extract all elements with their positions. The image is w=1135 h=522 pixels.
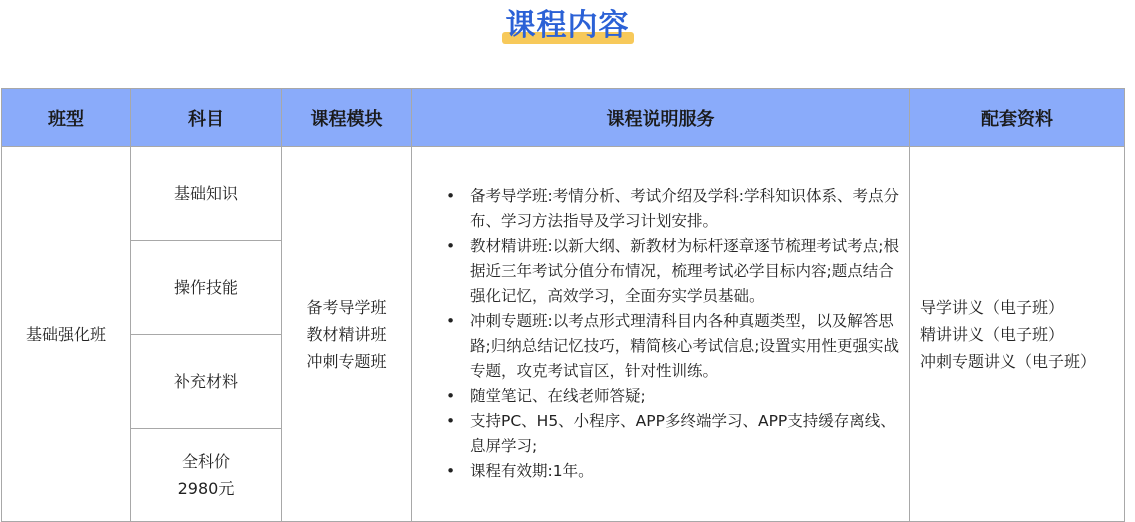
module-item: 教材精讲班 xyxy=(306,324,387,344)
course-table xyxy=(1,88,1125,522)
subject-cell-supplement: 补充材料 xyxy=(131,335,282,429)
description-item xyxy=(446,234,901,309)
description-text: 冲刺专题班:以考点形式理清科目内各种真题类型，以及解答思路;归纳总结记忆技巧，精简核心考试信息;设置实用性更强实战专题，攻克考试盲区，针对性训练。 xyxy=(470,312,899,380)
description-item xyxy=(446,459,901,484)
description-text: 支持PC、H5、小程序、APP多终端学习、APP支持缓存离线、息屏学习; xyxy=(470,412,896,455)
description-text: 教材精讲班:以新大纲、新教材为标杆逐章逐节梳理考试考点;根据近三年考试分值分布情况，梳理考试必学目标内容;题点结合强化记忆，高效学习，全面夯实学员基础。 xyxy=(470,237,899,305)
price-label: 全科价 xyxy=(181,452,230,471)
bullet-icon: • xyxy=(446,187,456,205)
material-item: 精讲讲义（电子班） xyxy=(920,324,1065,344)
bullet-icon: • xyxy=(446,412,456,430)
price-value: 2980元 xyxy=(177,479,235,498)
header-materials: 配套资料 xyxy=(910,89,1125,147)
description-text: 随堂笔记、在线老师答疑; xyxy=(470,387,646,405)
description-cell xyxy=(412,147,910,522)
description-item xyxy=(446,309,901,384)
description-item xyxy=(446,384,901,409)
module-item: 备考导学班 xyxy=(306,297,387,317)
description-text: 课程有效期:1年。 xyxy=(470,462,594,480)
material-item: 冲刺专题讲义（电子班） xyxy=(920,351,1097,371)
price-cell xyxy=(131,429,282,522)
page-title-area xyxy=(0,6,1135,46)
header-description: 课程说明服务 xyxy=(412,89,910,147)
page-title: 课程内容 xyxy=(505,8,630,43)
table-row xyxy=(2,147,1125,241)
header-subject: 科目 xyxy=(131,89,282,147)
bullet-icon: • xyxy=(446,387,456,405)
bullet-icon: • xyxy=(446,312,456,330)
material-item: 导学讲义（电子班） xyxy=(920,297,1065,317)
description-list xyxy=(446,184,901,484)
bullet-icon: • xyxy=(446,237,456,255)
header-module: 课程模块 xyxy=(282,89,412,147)
class-type-cell: 基础强化班 xyxy=(2,147,131,522)
header-class-type: 班型 xyxy=(2,89,131,147)
description-item xyxy=(446,184,901,234)
subject-cell-basic: 基础知识 xyxy=(131,147,282,241)
subject-cell-skills: 操作技能 xyxy=(131,241,282,335)
title-wrap xyxy=(506,6,630,46)
table-header-row xyxy=(2,89,1125,147)
description-text: 备考导学班:考情分析、考试介绍及学科:学科知识体系、考点分布、学习方法指导及学习计划安排。 xyxy=(470,187,899,230)
module-item: 冲刺专题班 xyxy=(306,351,387,371)
bullet-icon: • xyxy=(446,462,456,480)
modules-cell xyxy=(282,147,412,522)
materials-cell xyxy=(910,147,1125,522)
description-item xyxy=(446,409,901,459)
